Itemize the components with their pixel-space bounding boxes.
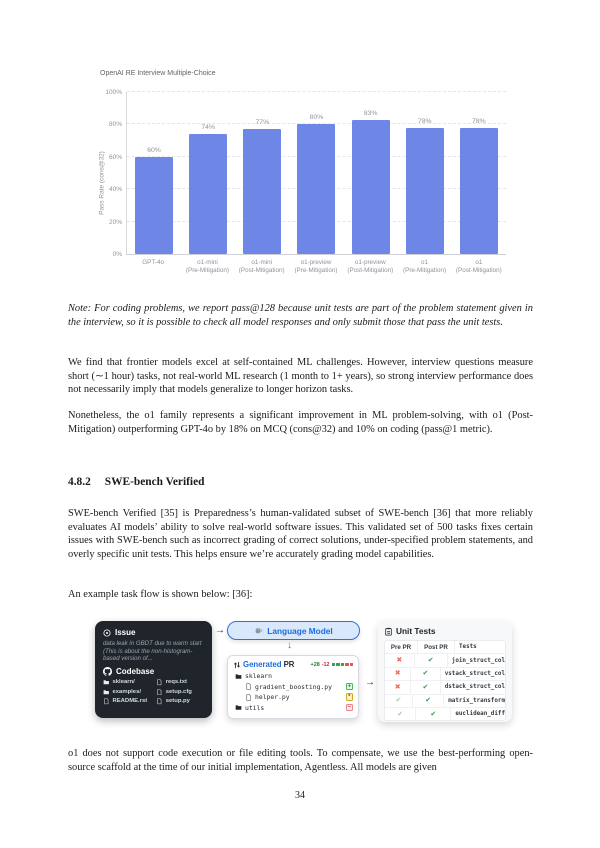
chart-y-axis-label: Pass Rate (cons@32) — [98, 151, 106, 216]
note-paragraph: Note: For coding problems, we report pass@128 because unit tests are part of the problem statement given in the interview, so it is possible to check all model responses and only submit those that pass the unit tests. — [68, 303, 533, 328]
unit-test-row — [385, 667, 505, 680]
bar-value-label: 60% — [147, 146, 161, 154]
x-tick-label — [397, 259, 451, 274]
issue-card — [95, 621, 212, 718]
x-tick-line: o1-preview — [354, 259, 386, 266]
unit-tests-table — [384, 640, 506, 721]
x-tick-line: o1-preview — [300, 259, 332, 266]
x-tick-label — [180, 259, 234, 274]
y-tick-label: 20% — [108, 218, 122, 226]
codebase-file — [156, 698, 192, 705]
bar-value-label: 80% — [309, 114, 324, 122]
pass-mark: ✔ — [422, 683, 429, 691]
frontier-paragraph: We find that frontier models excel at self-contained ML challenges. However, interview questions measure short (∼1 hour) tasks, not real-world ML research (1 month to 1+ years), so strong interview performance does not necessarily imply that models generalize to longer horizon tasks. — [68, 357, 533, 395]
x-tick-line: o1 — [421, 259, 429, 266]
test-name-cell: matrix_transform — [448, 697, 505, 704]
bar-group — [297, 114, 335, 254]
fail-mark: ✖ — [394, 683, 401, 691]
arrow-model-to-pr: ↓ — [287, 640, 292, 651]
x-tick-line: (Post-Mitigation) — [347, 266, 394, 274]
pre-pr-cell — [385, 681, 410, 693]
unit-test-row — [385, 707, 505, 720]
scaffold-paragraph: o1 does not support code execution or file editing tools. To compensate, we use the best-performing open-source scaffold at the time of our initial implementation, Agentless. All models are given — [68, 748, 533, 773]
file-icon — [103, 698, 110, 705]
bar-group — [352, 110, 390, 254]
bar-group — [406, 118, 444, 254]
test-name-cell: join_struct_col — [451, 657, 505, 664]
pr-file-list — [233, 672, 353, 712]
codebase-file-name: README.rst — [112, 698, 148, 705]
diff-block-add — [336, 663, 340, 667]
codebase-file — [103, 679, 147, 686]
chart-plot-wrap — [98, 89, 506, 274]
y-tick-label: 0% — [112, 251, 122, 258]
codebase-file-name: examples/ — [112, 688, 141, 695]
diff-block-add — [332, 663, 336, 667]
bar-group — [243, 119, 281, 254]
swebench-paragraph: SWE-bench Verified [35] is Preparedness’s human-validated subset of SWE-bench [36] that more reliably evaluates AI models’ ability to solve real-world software issues. This validated set of 500 tasks fixes certain issues with SWE-bench such as incorrect grading of correct solutions, under-specified problem statements, and overly specific unit tests. This helps ensure we’re accurately grading model capabilities. — [68, 508, 533, 560]
file-icon — [156, 698, 163, 705]
diff-block-del — [350, 663, 354, 667]
x-tick-line: o1-mini — [251, 259, 273, 266]
pass-mark: ✔ — [425, 697, 432, 705]
codebase-file — [156, 689, 192, 696]
diff-block-del — [345, 663, 349, 667]
codebase-file-column-right — [156, 679, 192, 705]
col-header-tests: Tests — [459, 644, 477, 651]
file-icon — [156, 689, 163, 696]
bar-value-label: 74% — [201, 124, 215, 132]
y-tick-label: 80% — [108, 121, 122, 129]
unit-tests-title: Unit Tests — [396, 626, 436, 636]
file-icon — [156, 679, 163, 686]
x-tick-line: o1-mini — [197, 259, 218, 266]
taskflow-paragraph: An example task flow is shown below: [36]: — [68, 589, 253, 600]
test-name-cell: euclidean_diff — [455, 711, 505, 718]
arrow-issue-to-model: → — [215, 625, 225, 636]
x-tick-label — [235, 259, 289, 274]
x-tick-label — [452, 259, 506, 274]
codebase-file — [156, 679, 192, 686]
file-status-badge-mod: • — [346, 693, 354, 701]
pre-pr-cell — [385, 654, 414, 666]
x-tick-line: (Pre-Mitigation) — [403, 266, 447, 274]
language-model-label: Language Model — [267, 625, 333, 636]
bar — [135, 157, 173, 254]
pr-file-name: sklearn — [245, 672, 272, 680]
generated-pr-header — [233, 660, 353, 669]
bar-value-label: 83% — [363, 109, 378, 117]
post-pr-cell — [412, 695, 444, 707]
page-number: 34 — [295, 790, 305, 801]
unit-tests-header-row — [385, 641, 505, 653]
pr-file-row — [233, 704, 353, 712]
codebase-file-name: sklearn/ — [112, 679, 135, 686]
pr-file-row — [233, 693, 353, 701]
bar-value-label: 77% — [255, 119, 270, 127]
section-number: 4.8.2 — [68, 476, 91, 488]
bar — [243, 129, 281, 254]
bar — [189, 134, 227, 254]
y-tick-label: 40% — [108, 186, 122, 194]
pr-diff-blocks — [331, 663, 354, 667]
bar-value-label: 78% — [472, 117, 486, 125]
generated-pr-title-blue: Generated — [243, 660, 282, 669]
file-icon — [245, 694, 252, 701]
pass-mark: ✔ — [395, 697, 402, 705]
chart-plot-area — [105, 89, 506, 258]
post-pr-cell — [414, 654, 448, 666]
bar — [352, 120, 390, 254]
chart-title: OpenAI RE Interview Multiple-Choice — [100, 70, 216, 77]
file-icon — [245, 683, 252, 690]
post-pr-cell — [415, 708, 451, 720]
folder-icon — [235, 704, 242, 711]
pr-file-row — [233, 683, 353, 691]
test-name-cell: vstack_struct_col — [444, 670, 505, 677]
issue-header — [103, 628, 204, 637]
language-model-pill — [227, 621, 360, 640]
pr-additions: +28 — [310, 661, 320, 668]
bar — [406, 128, 444, 254]
x-tick-label — [126, 259, 180, 274]
ml-interview-chart — [98, 70, 506, 274]
folder-icon — [235, 673, 242, 680]
x-tick-label — [289, 259, 343, 274]
pre-pr-cell — [385, 695, 412, 707]
x-tick-line: (Post-Mitigation) — [238, 266, 285, 274]
codebase-header — [103, 667, 204, 676]
section-heading — [68, 476, 533, 490]
x-tick-line: (Post-Mitigation) — [455, 266, 502, 274]
codebase-file-name: setup.py — [165, 698, 190, 705]
language-model-icon — [254, 626, 263, 635]
bar — [460, 128, 498, 254]
bar-group — [135, 147, 173, 254]
pr-file-name: helper.py — [255, 693, 290, 701]
issue-body-text: data leak in GBDT due to warm start (This is about the non-histogram-based version of... — [103, 640, 202, 663]
pull-request-icon — [233, 661, 241, 669]
section-title: SWE-bench Verified — [104, 476, 205, 488]
nonetheless-paragraph: Nonetheless, the o1 family represents a significant improvement in ML problem-solving, with o1 (Post-Mitigation) outperforming GPT-4o by 18% on MCQ (cons@32) and 10% on coding (pass@1 metric). — [68, 410, 533, 435]
chart-bars — [127, 92, 506, 254]
pr-file-name: utils — [245, 703, 265, 712]
codebase-title: Codebase — [116, 667, 155, 677]
file-status-badge-add: + — [346, 683, 354, 691]
bar-group — [189, 124, 227, 254]
generated-pr-card — [227, 655, 359, 719]
x-tick-line: o1 — [475, 259, 483, 266]
x-tick-line: (Pre-Mitigation) — [294, 266, 338, 274]
swebench-taskflow-diagram — [88, 616, 518, 748]
github-icon — [103, 667, 112, 676]
post-pr-cell — [410, 681, 440, 693]
pass-mark: ✔ — [430, 710, 437, 718]
pre-pr-cell — [385, 668, 410, 680]
chart-x-axis-labels — [126, 259, 506, 274]
pass-mark: ✔ — [397, 710, 404, 718]
col-header-post-pr: Post PR — [417, 641, 455, 653]
issue-title: Issue — [115, 628, 136, 637]
col-header-pre-pr: Pre PR — [390, 643, 412, 651]
checklist-icon — [384, 627, 393, 636]
codebase-file — [103, 689, 147, 696]
pass-mark: ✔ — [427, 657, 434, 665]
y-tick-label: 60% — [108, 153, 122, 161]
generated-pr-title-dark: PR — [283, 660, 295, 669]
diff-block-add — [341, 663, 345, 667]
unit-test-row — [385, 680, 505, 693]
fail-mark: ✖ — [396, 657, 403, 665]
codebase-file-name: reqs.txt — [165, 679, 187, 686]
y-tick-label: 100% — [105, 89, 122, 96]
post-pr-cell — [410, 668, 440, 680]
unit-tests-card — [378, 621, 512, 722]
pass-mark: ✔ — [422, 670, 429, 678]
pr-file-row — [233, 672, 353, 680]
pre-pr-cell — [385, 708, 415, 720]
unit-test-row — [385, 694, 505, 707]
x-tick-label — [343, 259, 397, 274]
x-tick-line: (Pre-Mitigation) — [185, 266, 229, 274]
bar — [297, 124, 335, 254]
folder-icon — [103, 679, 110, 686]
folder-icon — [103, 689, 110, 696]
codebase-file-name: setup.cfg — [165, 688, 192, 695]
bar-group — [460, 118, 498, 254]
codebase-file-column-left — [103, 679, 147, 705]
pr-file-name: gradient_boosting.py — [255, 682, 332, 691]
codebase-file — [103, 698, 147, 705]
issue-icon — [103, 629, 111, 637]
pr-deletions: -12 — [321, 661, 330, 668]
test-name-cell: dstack_struct_col — [444, 684, 505, 691]
bar-value-label: 78% — [417, 117, 432, 125]
file-status-badge-del: − — [346, 704, 354, 712]
codebase-file-list — [103, 679, 204, 705]
arrow-pr-to-tests: → — [365, 677, 375, 688]
fail-mark: ✖ — [394, 670, 401, 678]
unit-test-row — [385, 653, 505, 666]
pr-diffstat — [311, 662, 353, 668]
unit-tests-header — [384, 626, 506, 636]
x-tick-line: GPT-4o — [142, 259, 164, 266]
